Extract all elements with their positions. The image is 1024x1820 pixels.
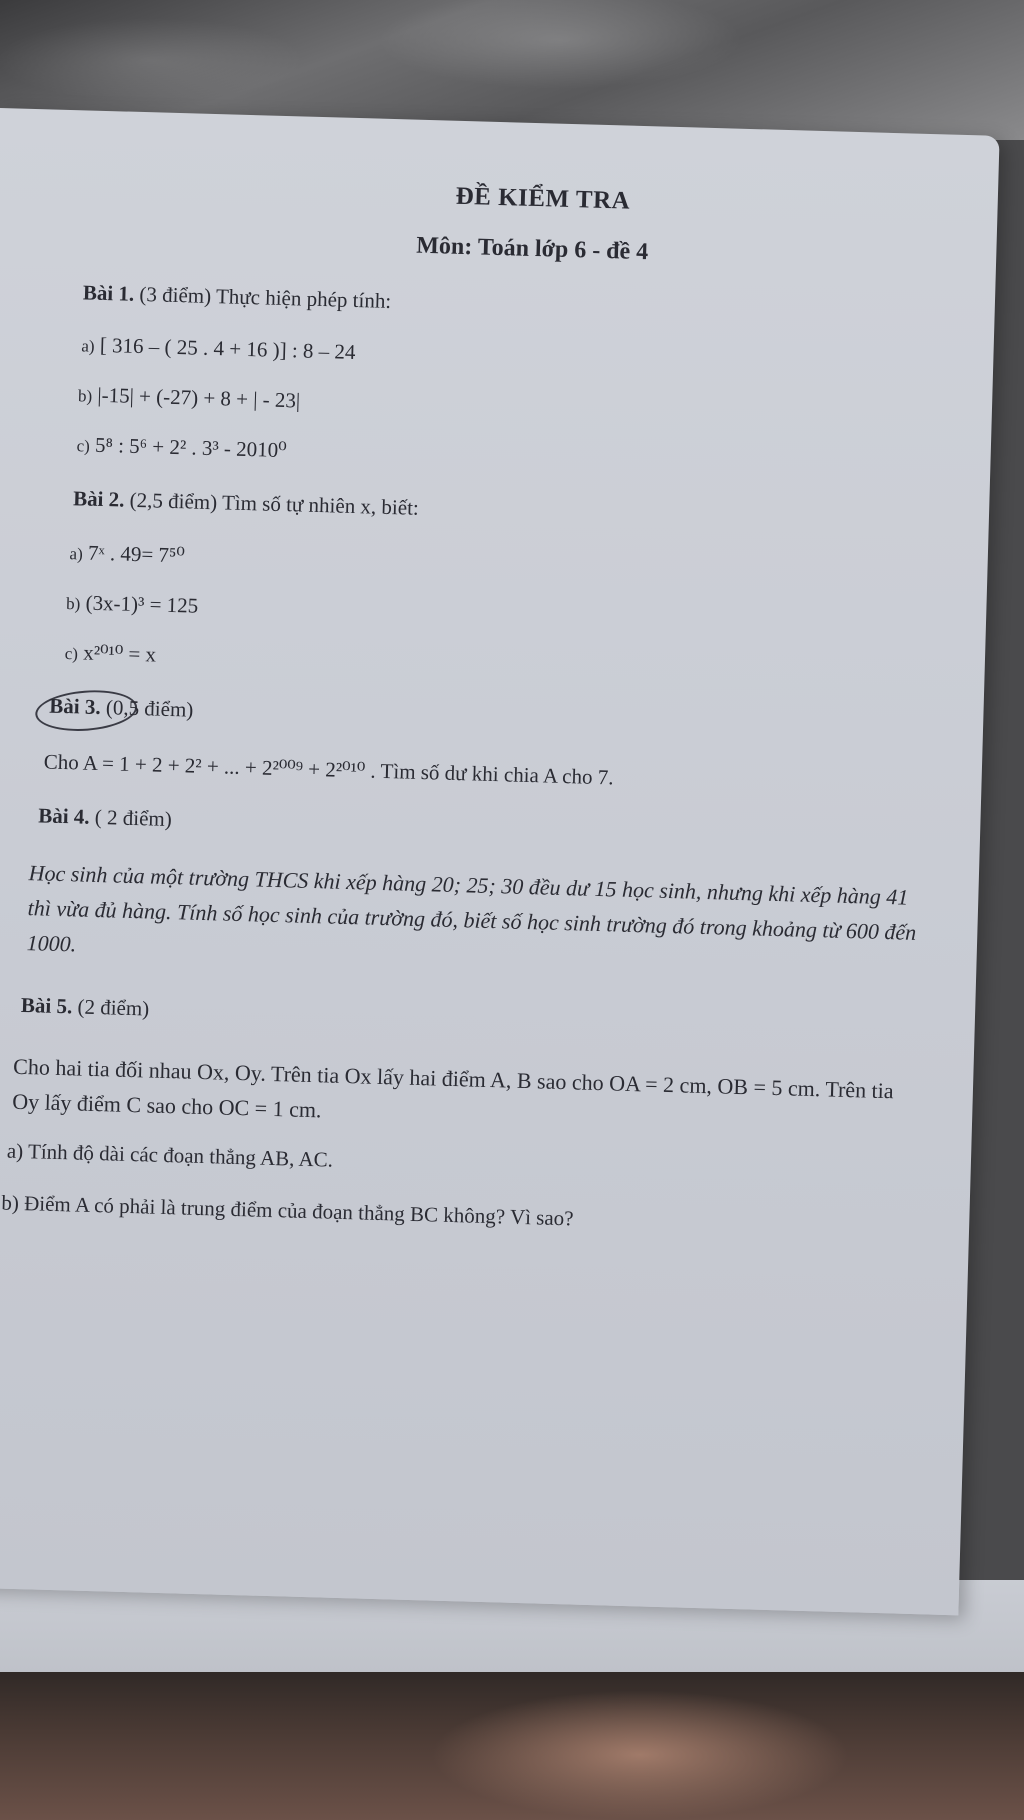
bai2-item-b-expr: (3x-1)³ = 125 [85, 590, 199, 618]
bai2-item-b-label: b) [65, 594, 81, 614]
bai2-item-c-label: c) [64, 644, 79, 664]
bai1-item-a-label: a) [81, 336, 95, 356]
bai4-heading-label: Bài 4. [37, 803, 90, 829]
bai4-paragraph: Học sinh của một trường THCS khi xếp hàng 20; 25; 30 đều dư 15 học sinh, nhưng khi xếp hàng 41 thì vừa đủ hàng. Tính số học sinh của trường đó, biết số học sinh trường đó trong khoảng từ 600 đến 1000. [26, 860, 917, 957]
page-title: ĐỀ KIỂM TRA [455, 182, 631, 215]
bai3-text-tail: . Tìm số dư khi chia A cho 7. [370, 758, 614, 790]
bai3-text [43, 749, 613, 790]
bai5-item-b: b) Điểm A có phải là trung điểm của đoạn thẳng BC không? Vì sao? [1, 1190, 574, 1231]
bai2-heading [73, 486, 419, 521]
bai2-item-a-label: a) [69, 544, 84, 564]
bai1-item-b [78, 382, 301, 413]
bai4-heading-text: ( 2 điểm) [94, 804, 173, 832]
bai4-heading [38, 803, 172, 832]
bai1-item-c-label: c) [76, 436, 91, 456]
bai1-heading [83, 280, 392, 314]
bai1-item-a [81, 332, 356, 365]
bai2-item-a [69, 540, 185, 568]
page-subtitle: Môn: Toán lớp 6 - đề 4 [415, 232, 649, 266]
exam-sheet [0, 108, 1000, 1615]
bai3-heading-text: (0,5 điểm) [105, 695, 194, 722]
bai2-item-b [66, 590, 199, 619]
bai5-heading-text: (2 điểm) [77, 994, 150, 1021]
bai2-item-c-expr: x²⁰¹⁰ = x [82, 640, 157, 667]
bai2-heading-label: Bài 2. [72, 486, 125, 512]
bai2-item-c [64, 640, 156, 668]
bai1-item-b-label: b) [77, 386, 93, 406]
bai1-heading-text: (3 điểm) Thực hiện phép tính: [139, 281, 392, 313]
bai1-item-c-expr: 5⁸ : 5⁶ + 2² . 3³ - 2010⁰ [94, 432, 287, 463]
bai5-heading-label: Bài 5. [20, 992, 73, 1019]
bai3-heading-label: Bài 3. [48, 693, 101, 720]
bai3-heading [49, 694, 194, 723]
bai2-heading-text: (2,5 điểm) Tìm số tự nhiên x, biết: [129, 487, 420, 520]
bai5-item-a: a) Tính độ dài các đoạn thẳng AB, AC. [6, 1138, 334, 1172]
bai3-text-lead: Cho A = 1 + 2 + 2² + ... + 2²⁰⁰⁹ + 2²⁰¹⁰ [43, 749, 366, 783]
bai2-item-a-expr: 7ˣ . 49= 7⁵⁰ [87, 540, 186, 568]
bai5-heading [21, 993, 150, 1022]
bai1-item-c [76, 432, 287, 463]
bai1-item-a-expr: [ 316 – ( 25 . 4 + 16 )] : 8 – 24 [99, 332, 356, 365]
background-bottom-highlight [430, 1690, 850, 1820]
bai5-paragraph: Cho hai tia đối nhau Ox, Oy. Trên tia Ox lấy hai điểm A, B sao cho OA = 2 cm, OB = 5 cm. Trên tia Oy lấy điểm C sao cho OC = 1 cm. [11, 1053, 894, 1123]
bai1-item-b-expr: |-15| + (-27) + 8 + | - 23| [97, 382, 301, 413]
bai1-heading-label: Bài 1. [82, 280, 135, 306]
